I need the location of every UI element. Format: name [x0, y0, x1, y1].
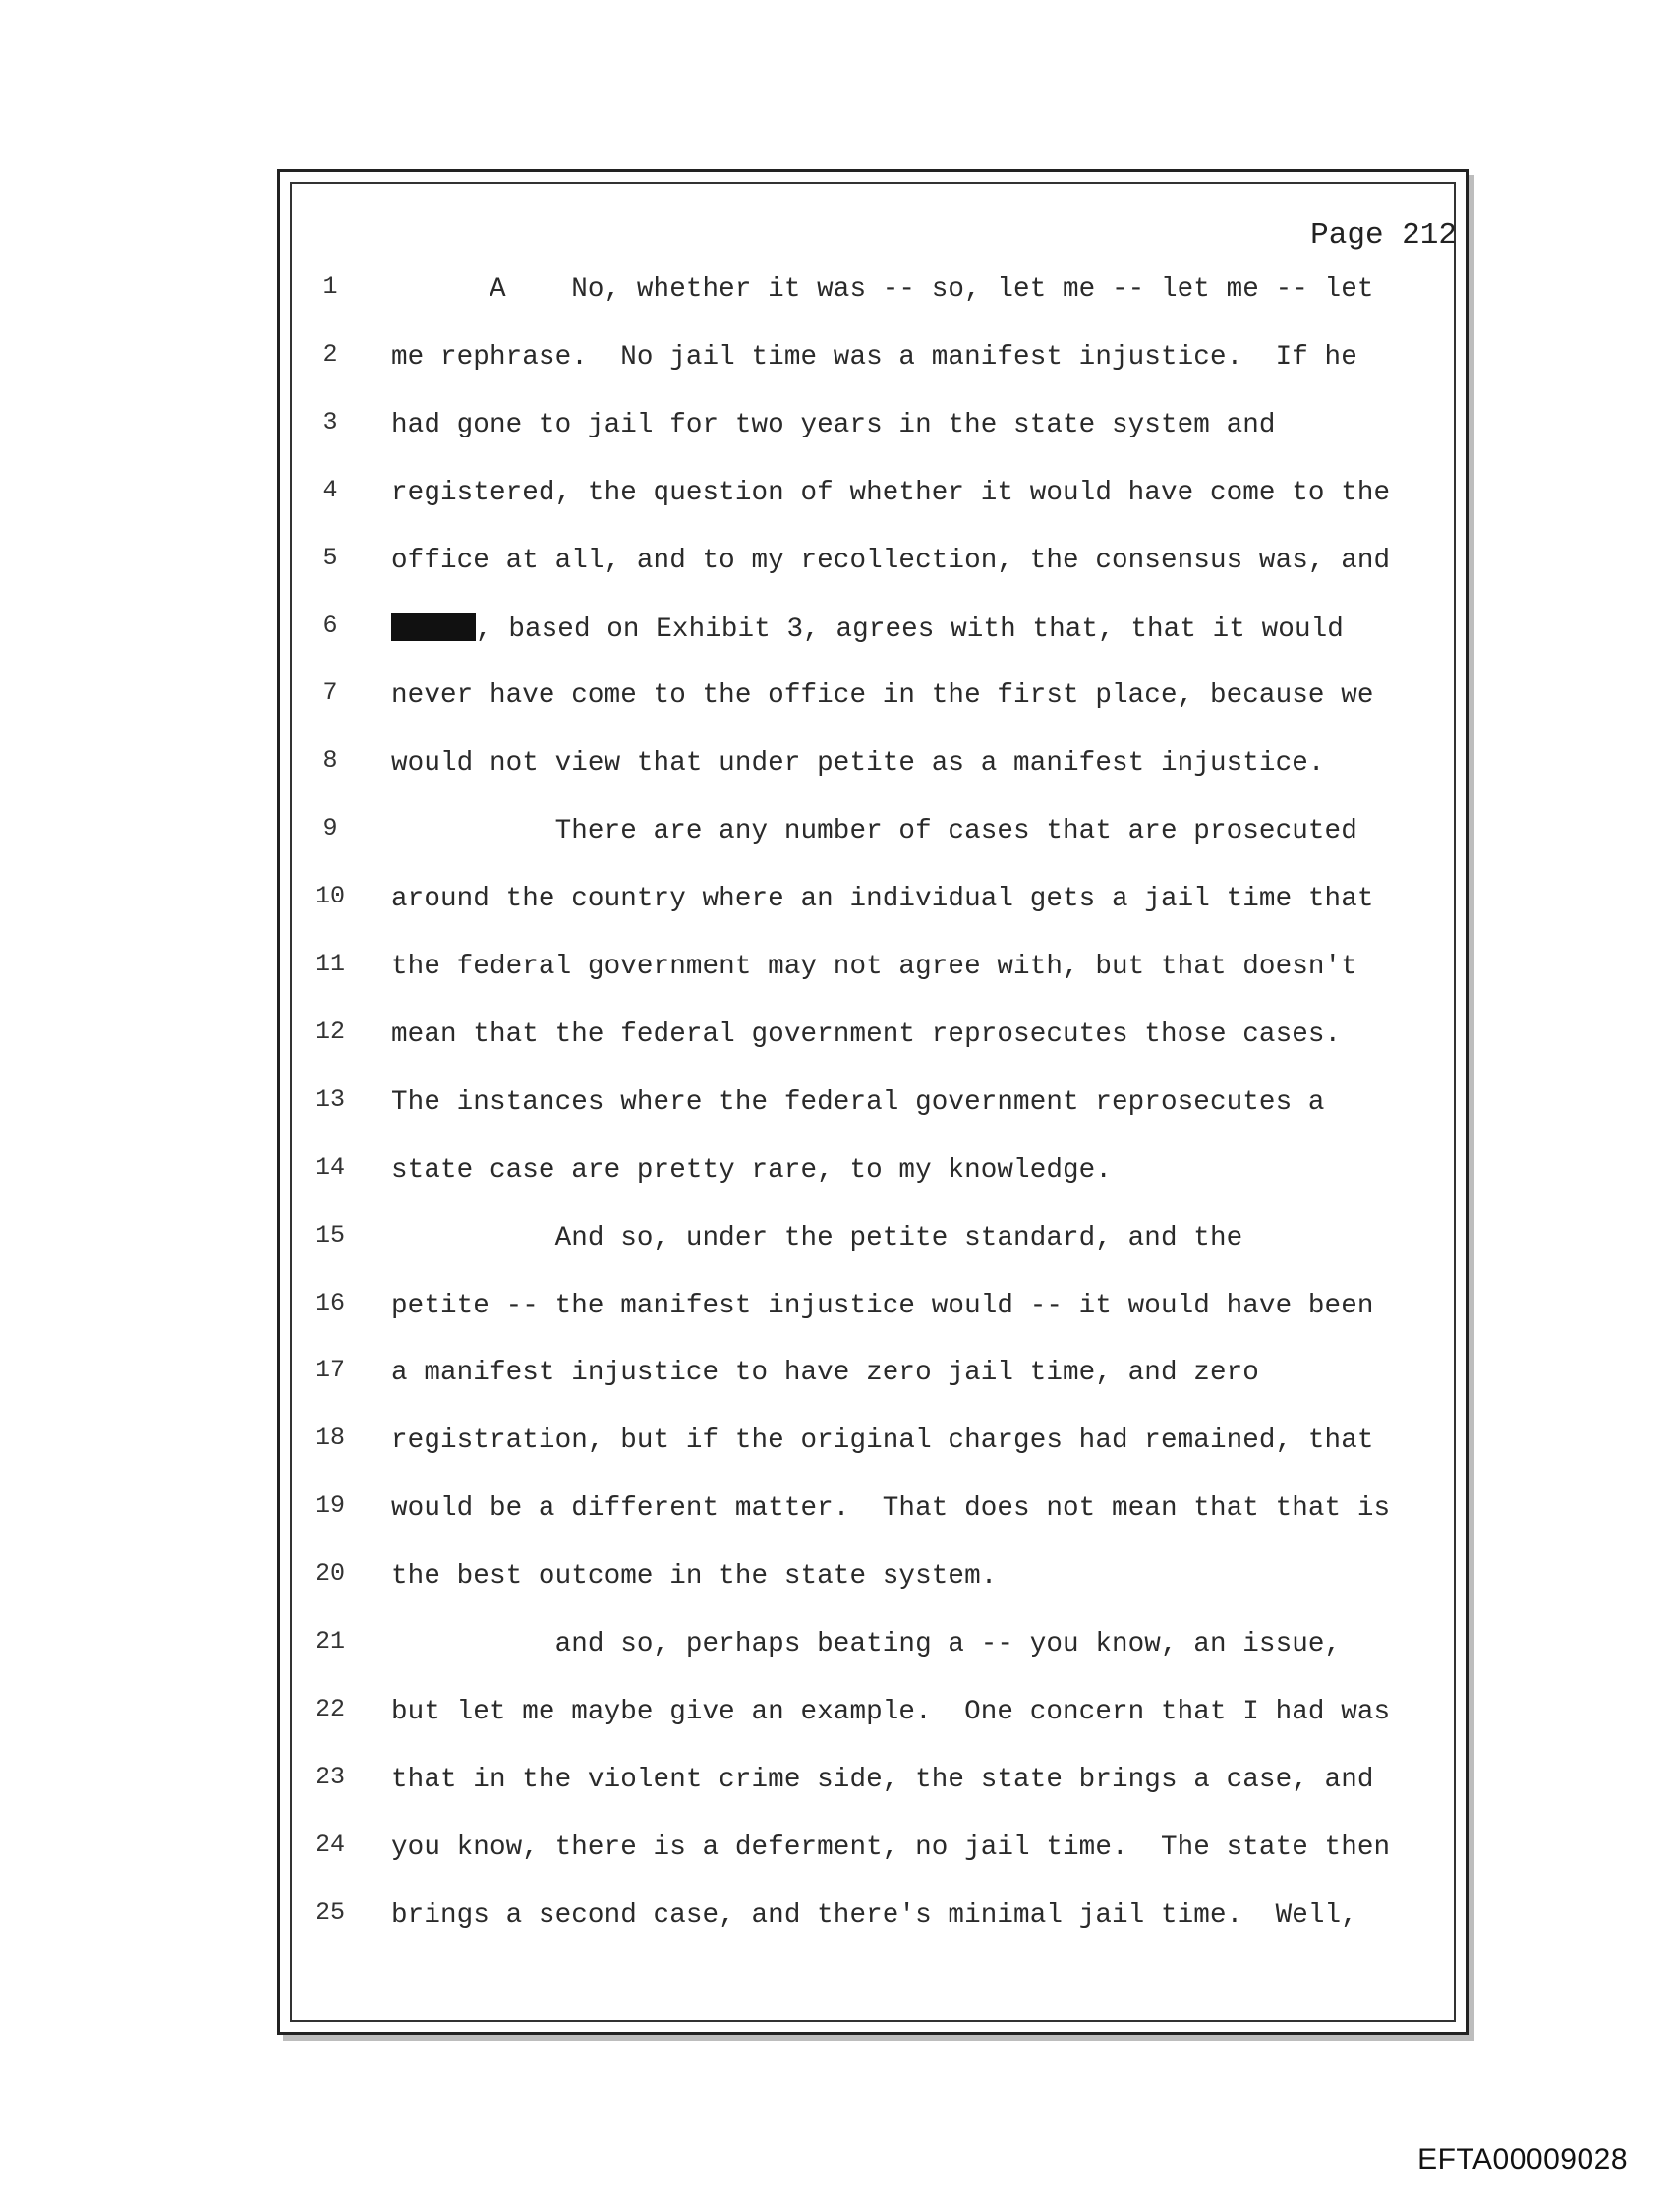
- line-text: registered, the question of whether it would have come to the: [391, 477, 1391, 508]
- transcript-line: [0, 1559, 1671, 1599]
- transcript-line: [0, 1898, 1671, 1938]
- transcript-line: [0, 1763, 1671, 1802]
- line-number: 9: [322, 814, 338, 844]
- line-text: and so, perhaps beating a -- you know, an issue,: [391, 1629, 1342, 1659]
- line-text: a manifest injustice to have zero jail time, and zero: [391, 1358, 1259, 1389]
- line-number: 3: [322, 407, 338, 437]
- transcript-line: [0, 544, 1671, 583]
- line-number: 4: [322, 475, 338, 504]
- line-number: 25: [315, 1897, 345, 1927]
- line-number: 10: [315, 882, 345, 911]
- transcript-line: [0, 272, 1671, 312]
- line-text: petite -- the manifest injustice would -- it would have been: [391, 1290, 1374, 1321]
- transcript-line: [0, 340, 1671, 379]
- transcript-line: [0, 1356, 1671, 1395]
- line-number: 8: [322, 746, 338, 776]
- transcript-line: [0, 1627, 1671, 1666]
- line-number: 14: [315, 1152, 345, 1182]
- line-text: the federal government may not agree with, but that doesn't: [391, 952, 1357, 982]
- line-number: 1: [322, 272, 338, 301]
- line-number: 12: [315, 1017, 345, 1046]
- redaction-block: [391, 613, 476, 641]
- transcript-line: [0, 814, 1671, 853]
- line-number: 22: [315, 1694, 345, 1723]
- line-text: me rephrase. No jail time was a manifest injustice. If he: [391, 341, 1357, 373]
- line-number: 18: [315, 1424, 345, 1453]
- line-number: 5: [322, 543, 338, 572]
- transcript-line: [0, 950, 1671, 989]
- line-number: 16: [315, 1288, 345, 1317]
- line-text: would not view that under petite as a manifest injustice.: [391, 748, 1325, 780]
- line-number: 21: [315, 1627, 345, 1656]
- line-text: that in the violent crime side, the state brings a case, and: [391, 1764, 1374, 1795]
- line-number: 13: [315, 1084, 345, 1114]
- line-number: 24: [315, 1830, 345, 1859]
- line-text: registration, but if the original charges had remained, that: [391, 1426, 1374, 1457]
- transcript-line: [0, 1491, 1671, 1531]
- line-text: [391, 613, 1453, 645]
- transcript-line: [0, 882, 1671, 921]
- line-text: There are any number of cases that are prosecuted: [391, 816, 1357, 847]
- transcript-line: [0, 611, 1671, 651]
- transcript-line: [0, 1424, 1671, 1463]
- line-number: 23: [315, 1762, 345, 1791]
- line-text: office at all, and to my recollection, the consensus was, and: [391, 545, 1391, 576]
- line-text: the best outcome in the state system.: [391, 1561, 998, 1593]
- line-text: around the country where an individual gets a jail time that: [391, 884, 1374, 915]
- line-number: 6: [322, 611, 338, 640]
- line-number: 11: [315, 950, 345, 978]
- line-text: had gone to jail for two years in the state system and: [391, 409, 1276, 440]
- bates-number: EFTA00009028: [1417, 2143, 1628, 2176]
- line-text: brings a second case, and there's minimal jail time. Well,: [391, 1899, 1357, 1931]
- transcript-line: [0, 1085, 1671, 1125]
- line-text: And so, under the petite standard, and the: [391, 1222, 1243, 1253]
- line-text: but let me maybe give an example. One concern that I had was: [391, 1696, 1391, 1727]
- line-text: mean that the federal government reprosecutes those cases.: [391, 1019, 1342, 1050]
- line-text: would be a different matter. That does not mean that that is: [391, 1493, 1391, 1525]
- transcript-line: [0, 476, 1671, 515]
- line-number: 2: [322, 339, 338, 369]
- line-text: never have come to the office in the first place, because we: [391, 680, 1374, 712]
- line-number: 15: [315, 1220, 345, 1250]
- line-number: 17: [315, 1356, 345, 1385]
- transcript-line: [0, 1221, 1671, 1260]
- transcript-line: [0, 1289, 1671, 1328]
- transcript-line: [0, 1695, 1671, 1734]
- line-text: The instances where the federal government reprosecutes a: [391, 1086, 1325, 1118]
- line-number: 19: [315, 1491, 345, 1521]
- line-number: 20: [315, 1559, 345, 1589]
- line-text: you know, there is a deferment, no jail time. The state then: [391, 1832, 1391, 1863]
- line-text: A No, whether it was -- so, let me -- let me -- let: [391, 274, 1374, 305]
- transcript-line: [0, 746, 1671, 786]
- transcript-line: [0, 1018, 1671, 1057]
- page-number: Page 212: [1310, 218, 1457, 253]
- line-number: 7: [322, 678, 338, 708]
- transcript-line: [0, 1153, 1671, 1193]
- transcript-line: [0, 408, 1671, 447]
- transcript-line: [0, 678, 1671, 718]
- line-text-content: , based on Exhibit 3, agrees with that, that it would: [476, 613, 1344, 645]
- transcript-line: [0, 1831, 1671, 1870]
- line-text: state case are pretty rare, to my knowledge.: [391, 1154, 1112, 1186]
